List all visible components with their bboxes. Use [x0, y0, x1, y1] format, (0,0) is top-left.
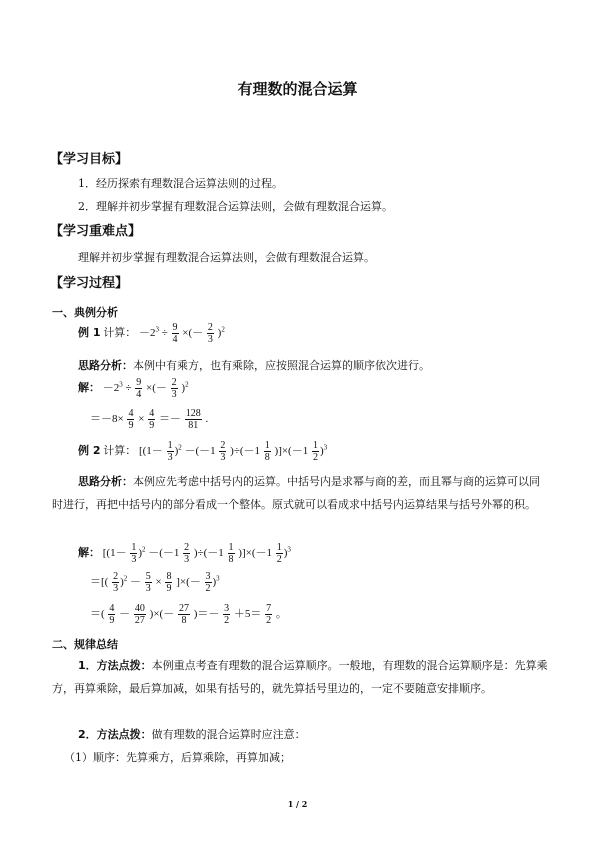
example-2-step-3: ＝( $\frac{4}{9}$ － $\frac{40}{27}$ )×(－ $\frac{27}{8}$ )＝－ $\frac{3}{2}$ ＋5＝ $\frac{7}{2}$ 。 — [90, 603, 287, 626]
part1-heading: 一、典例分析 — [52, 306, 118, 319]
goal-item-2: 2．理解并初步掌握有理数混合运算法则，会做有理数混合运算。 — [78, 200, 393, 213]
example-2-step-2: ＝[( $\frac{2}{3}$ )$^2$ － $\frac{5}{3}$ × $\frac{8}{9}$ ]×(－ $\frac{3}{2}$ )$^3$ — [90, 571, 220, 594]
rule-2: 2．方法点拨：做有理数的混合运算时应注意： — [78, 728, 306, 741]
example-1-analysis: 思路分析：本例中有乘方，也有乘除，应按照混合运算的顺序依次进行。 — [78, 359, 430, 372]
rule-2-item-1: （1）顺序：先算乘方，后算乘除，再算加减； — [64, 751, 291, 764]
part2-heading: 二、规律总结 — [52, 638, 118, 651]
example-2-analysis: 思路分析：本例应先考虑中括号内的运算。中括号内是求幂与商的差，而且幂与商的运算可以同时进行，再把中括号内的部分看成一个整体。原式就可以看成求中括号内运算结果与括号外幂的积。 — [52, 475, 540, 511]
keypoints-heading: 【学习重难点】 — [50, 224, 142, 239]
example-1: 例 1 计算： $-2^3$ ÷ $\frac{9}{4}$ ×(－ $\frac{2}{3}$ )$^2$ — [78, 322, 225, 345]
example-1-solution: 解： $-2^3$ ÷ $\frac{9}{4}$ ×(－ $\frac{2}{3}$ )$^2$ — [78, 377, 189, 400]
rule-1: 1．方法点拨：本例重点考查有理数的混合运算顺序。一般地，有理数的混合运算顺序是：先算乘方，再算乘除，最后算加减，如果有括号的，就先算括号里边的，一定不要随意安排顺序。 — [52, 659, 548, 695]
page-title: 有理数的混合运算 — [237, 80, 358, 98]
process-heading: 【学习过程】 — [50, 276, 129, 291]
goal-item-1: 1．经历探索有理数混合运算法则的过程。 — [78, 177, 283, 190]
page-number: 1 / 2 — [287, 799, 308, 809]
example-1-step-2: ＝－8× $\frac{4}{9}$ × $\frac{4}{9}$ ＝－ $\frac{128}{81}$ . — [90, 408, 209, 431]
example-2-solution: 解： [(1－ $\frac{1}{3}$ )$^2$ －(－1 $\frac{2}{3}$ )÷(－1 $\frac{1}{8}$ )]×(－1 $\frac{1}{2}$ )$^3$ — [78, 542, 291, 565]
example-2: 例 2 计算： [(1－ $\frac{1}{3}$ )$^2$ －(－1 $\frac{2}{3}$ )÷(－1 $\frac{1}{8}$ )]×(－1 $\frac{1}{2}$ )$^3$ — [78, 440, 328, 463]
goals-heading: 【学习目标】 — [50, 152, 129, 167]
keypoints-text: 理解并初步掌握有理数混合运算法则，会做有理数混合运算。 — [78, 251, 375, 264]
